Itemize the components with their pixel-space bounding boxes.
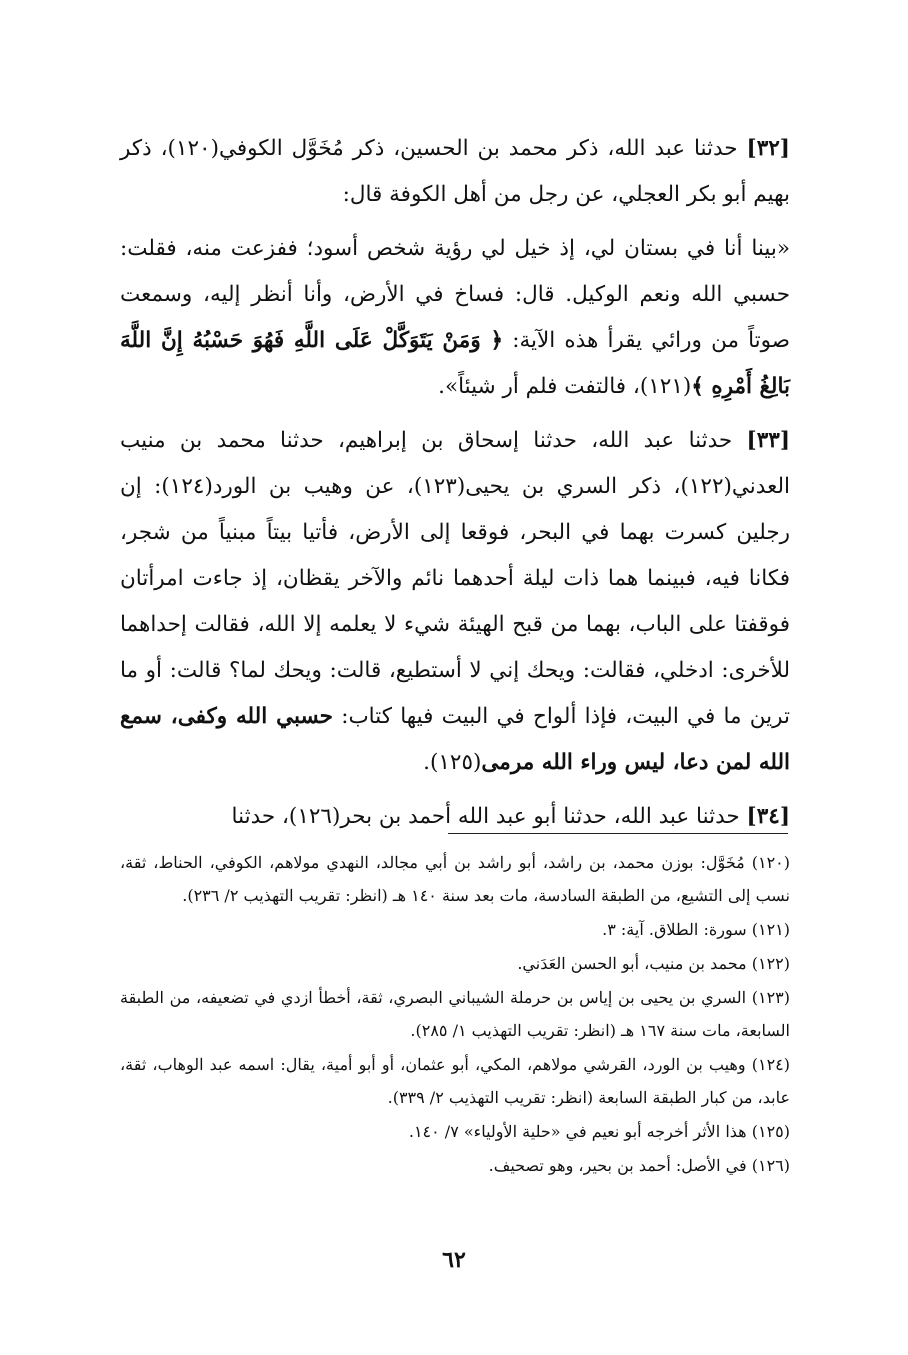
footnote-number: (١٢٠) [751, 853, 791, 872]
footnotes [120, 846, 790, 1183]
entry-number: [٣٤] [746, 804, 790, 829]
footnote-text: في الأصل: أحمد بن بحير، وهو تصحيف. [488, 1156, 747, 1175]
paragraph-text: حدثنا عبد الله، حدثنا إسحاق بن إبراهيم، حدثنا محمد بن منيب العدني(١٢٢)، ذكر السري بن يحيى(١٢٣)، عن وهيب بن الورد(١٢٤): إن رجلين كسرت بهما في البحر، فوقعا إلى الأرض، فأتيا بيتاً مبنياً من شجر، فكانا فيه، فبينما هما ذات ليلة أحدهما نائم والآخر يقظان، إذ جاءت امرأتان فوقفتا على الباب، بهما من قبح الهيئة شيء لا يعلمه إلا الله، فقالت إحداهما للأخرى: ادخلي، فقالت: ويحك إني لا أستطيع، قالت: ويحك لما؟ قالت: أو ما ترين ما في البيت، فإذا ألواح في البيت فيها كتاب: [120, 428, 790, 729]
page-number: ٦٢ [442, 1247, 466, 1273]
paragraph-text: حدثنا عبد الله، حدثنا أبو عبد الله أحمد بن بحر(١٢٦)، حدثنا [231, 804, 740, 829]
footnote-number: (١٢٦) [751, 1156, 790, 1175]
main-text [120, 126, 790, 846]
paragraph-text: (١٢٥). [423, 750, 482, 775]
quran-verse: ﴿ وَمَنْ يَتَوَكَّلْ عَلَى اللَّهِ فَهُوَ حَسْبُهُ إِنَّ اللَّهَ بَالِغُ أَمْرِهِ ﴾ [120, 328, 790, 399]
footnote [120, 947, 790, 980]
footnote [120, 1115, 790, 1148]
footnote-divider [448, 833, 788, 834]
footnote-number: (١٢٤) [751, 1055, 790, 1074]
paragraph-32-narration [120, 226, 790, 410]
paragraph-32 [120, 126, 790, 218]
paragraph-33 [120, 418, 790, 786]
footnote-text: مُخَوَّل: بوزن محمد، بن راشد، أبو راشد بن أبي مجالد، النهدي مولاهم، الكوفي، الحناط، ثقة، نسب إلى التشيع، من الطبقة السادسة، مات بعد سنة ١٤٠ هـ (انظر: تقريب التهذيب ٢/ ٢٣٦). [120, 853, 790, 905]
footnote-text: السري بن يحيى بن إياس بن حرملة الشيباني البصري، ثقة، أخطأ ازدي في تضعيفه، من الطبقة السابعة، مات سنة ١٦٧ هـ (انظر: تقريب التهذيب ١/ ٢٨٥). [120, 988, 790, 1040]
bold-inscription: حسبي الله وكفى، سمع الله لمن دعا، ليس وراء الله مرمى [120, 704, 790, 775]
footnote-text: محمد بن منيب، أبو الحسن العَدَني. [517, 954, 747, 973]
footnote-text: سورة: الطلاق. آية: ٣. [602, 920, 747, 939]
paragraph-text: (١٢١)، فالتفت فلم أر شيئاً». [438, 374, 692, 399]
paragraph-text: حدثنا عبد الله، ذكر محمد بن الحسين، ذكر مُخَوَّل الكوفي(١٢٠)، ذكر بهيم أبو بكر العجلي، عن رجل من أهل الكوفة قال: [120, 136, 790, 207]
footnote-text: وهيب بن الورد، القرشي مولاهم، المكي، أبو عثمان، أو أبو أمية، يقال: اسمه عبد الوهاب، ثقة، عابد، من كبار الطبقة السابعة (انظر: تقريب التهذيب ٢/ ٣٣٩). [120, 1055, 790, 1107]
footnote [120, 981, 790, 1047]
footnote-number: (١٢٣) [751, 988, 790, 1007]
footnote [120, 913, 790, 946]
footnote [120, 846, 790, 912]
footnote [120, 1149, 790, 1182]
footnote-text: هذا الأثر أخرجه أبو نعيم في «حلية الأولياء» ٧/ ١٤٠. [408, 1122, 747, 1141]
footnote-number: (١٢٢) [751, 954, 790, 973]
footnote-number: (١٢٥) [751, 1122, 790, 1141]
paragraph-text: «بينا أنا في بستان لي، إذ خيل لي رؤية شخص أسود؛ ففزعت منه، فقلت: حسبي الله ونعم الوكيل. قال: فساخ في الأرض، وأنا أنظر إليه، وسمعت صوتاً من ورائي يقرأ هذه الآية: [120, 236, 791, 353]
footnote-number: (١٢١) [751, 920, 790, 939]
footnote [120, 1048, 790, 1114]
entry-number: [٣٣] [746, 428, 790, 453]
entry-number: [٣٢] [746, 136, 790, 161]
